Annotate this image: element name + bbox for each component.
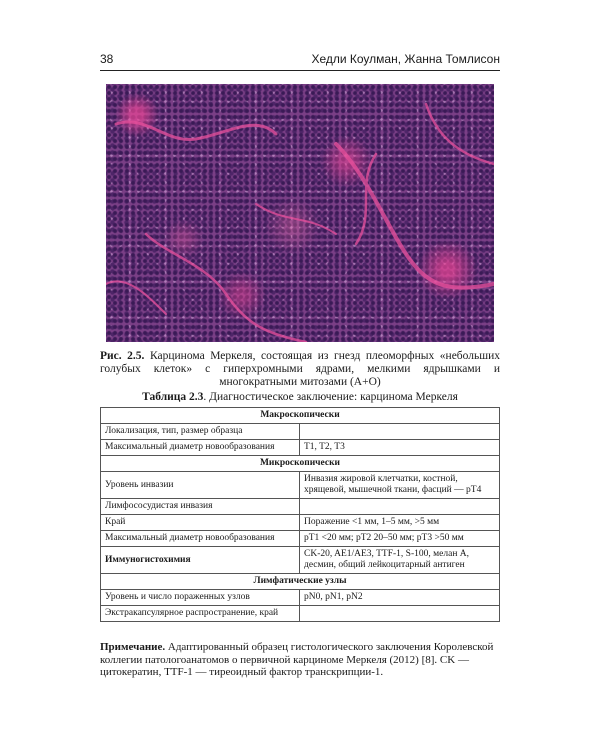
table-cell-label: Уровень инвазии [101,472,300,499]
table-row [101,606,500,622]
table-row [101,440,500,456]
table-cell-value [300,606,500,622]
stroma-strands [106,84,494,342]
figure-caption-text: Карцинома Меркеля, состоящая из гнезд плеоморфных «небольших голубых клеток» с гиперхромными ядрами, мелкими ядрышками и многократными митозами (А+О) [100,350,500,388]
table-section-row [101,456,500,472]
table-row [101,499,500,515]
table-cell-value [300,499,500,515]
page-number: 38 [100,52,114,66]
table-cell-value [300,424,500,440]
table-row [101,531,500,547]
table-section-heading: Лимфатические узлы [101,574,500,590]
micrograph-image [106,84,494,342]
table-row [101,472,500,499]
table-section-heading: Макроскопически [101,408,500,424]
table-cell-value: pT1 <20 мм; pT2 20–50 мм; pT3 >50 мм [300,531,500,547]
table-title [100,391,500,403]
table-row [101,547,500,574]
note-text: Адаптированный образец гистологического заключения Королевской коллегии патологоанатомов о первичной карциноме Меркеля (2012) [8]. CK — цитокератин, TTF-1 — тиреоидный фактор транскрипции-1. [100,641,494,678]
table-cell-label: Максимальный диаметр новообразования [101,440,300,456]
note-label: Примечание. [100,641,166,653]
table-title-label: Таблица 2.3 [142,391,204,403]
table-title-text: . Диагностическое заключение: карцинома Меркеля [203,391,458,403]
table-cell-label: Максимальный диаметр новообразования [101,531,300,547]
table-section-heading: Микроскопически [101,456,500,472]
diagnostic-table [100,407,500,622]
table-row [101,590,500,606]
table-cell-label: Лимфососудистая инвазия [101,499,300,515]
table-note [100,641,500,679]
header-rule [100,70,500,71]
table-cell-label: Край [101,515,300,531]
table-cell-label: Иммуногистохимия [101,547,300,574]
table-cell-value: Инвазия жировой клетчатки, костной, хрящевой, мышечной ткани, фасций — pT4 [300,472,500,499]
running-header-authors: Хедли Коулман, Жанна Томлисон [311,52,500,66]
figure-caption [100,350,500,389]
table-section-row [101,574,500,590]
table-cell-label: Экстракапсулярное распространение, край [101,606,300,622]
table-row [101,424,500,440]
table-cell-label: Уровень и число пораженных узлов [101,590,300,606]
table-cell-value: Поражение <1 мм, 1–5 мм, >5 мм [300,515,500,531]
table-cell-label: Локализация, тип, размер образца [101,424,300,440]
table-cell-value: T1, T2, T3 [300,440,500,456]
table-section-row [101,408,500,424]
figure-caption-label: Рис. 2.5. [100,350,145,362]
table-cell-value: pN0, pN1, pN2 [300,590,500,606]
table-cell-value: CK-20, AE1/AE3, TTF-1, S-100, мелан A, десмин, общий лейкоцитарный антиген [300,547,500,574]
table-row [101,515,500,531]
